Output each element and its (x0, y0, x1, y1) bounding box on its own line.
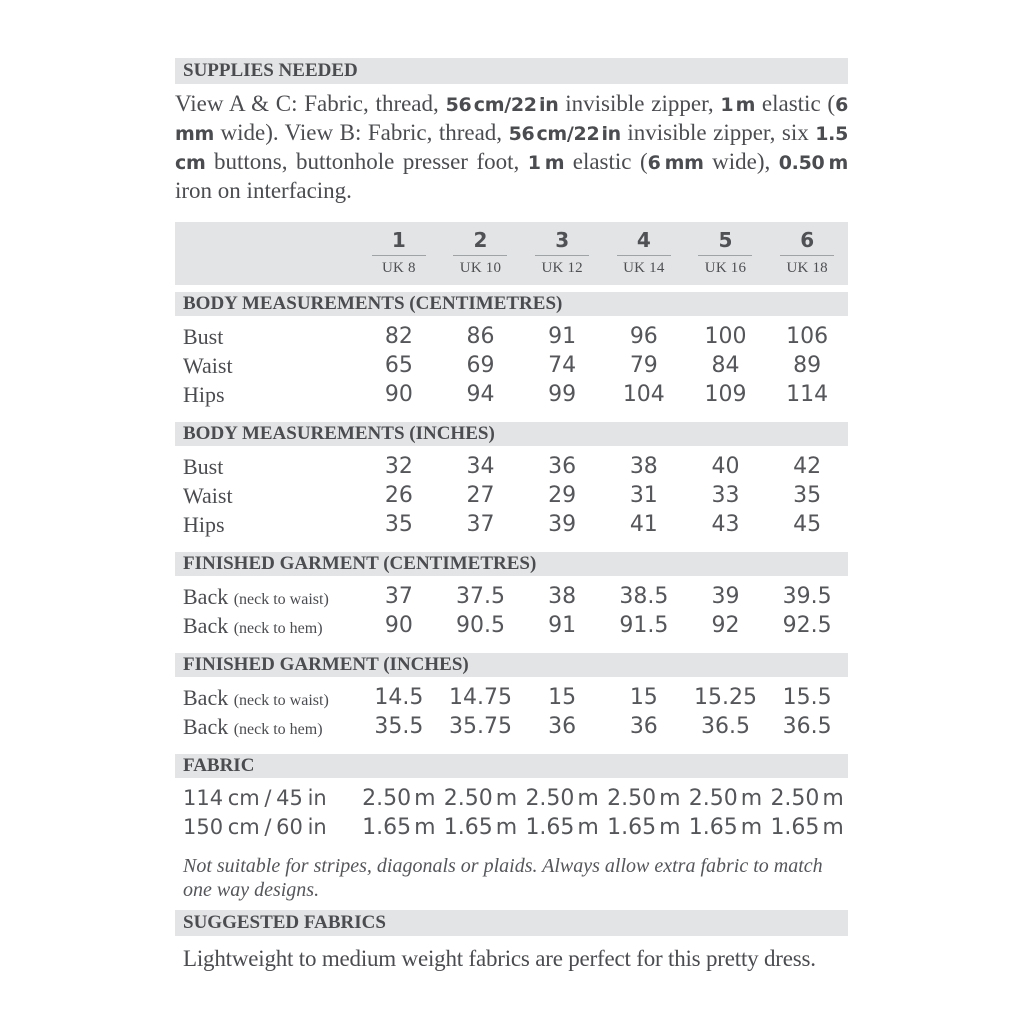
table-cell-value: 1.65 m (607, 815, 681, 840)
size-column-header (685, 229, 767, 277)
table-cell-value: 36 (629, 714, 658, 739)
table-cell-value: 14.5 (374, 685, 424, 710)
row-label (175, 784, 358, 813)
table-cell-value: 96 (629, 324, 658, 349)
uk-size-label: UK 10 (459, 260, 502, 276)
table-row (175, 452, 848, 481)
table-cell-value: 29 (548, 483, 577, 508)
size-number: 6 (800, 228, 815, 252)
table-cell-value: 36 (548, 714, 577, 739)
suggested-fabrics-text: Lightweight to medium weight fabrics are perfect for this pretty dress. (183, 946, 816, 971)
row-label (175, 683, 358, 715)
row-label (175, 712, 358, 744)
section-header: BODY MEASUREMENTS (CENTIMETRES) (175, 292, 848, 316)
table-cell-value: 1.65 m (688, 815, 763, 840)
row-label-text: 114 cm / 45 in (183, 786, 327, 810)
size-column-header (440, 229, 522, 277)
page-content (175, 58, 848, 974)
size-divider-rule (535, 255, 589, 256)
table-cell-value: 79 (629, 353, 658, 378)
section-header: FINISHED GARMENT (CENTIMETRES) (175, 552, 848, 576)
table-cell-value: 14.75 (449, 685, 512, 710)
section-rows (175, 322, 848, 409)
size-number: 2 (473, 228, 488, 252)
uk-size-label: UK 8 (381, 260, 416, 276)
row-label-text: Waist (183, 353, 233, 378)
table-cell-value: 37 (384, 584, 413, 609)
row-sublabel-text: (neck to waist) (233, 591, 329, 608)
table-cell-value: 36.5 (782, 714, 832, 739)
row-label-text: Back (183, 584, 229, 609)
section-header: BODY MEASUREMENTS (INCHES) (175, 422, 848, 446)
size-divider-rule (617, 255, 671, 256)
supplies-text-segment: invisible zipper, six (620, 120, 816, 145)
size-number: 3 (555, 228, 570, 252)
table-cell-value: 36.5 (701, 714, 750, 739)
table-cell-value: 15 (548, 685, 577, 710)
table-cell-value: 91.5 (619, 613, 669, 638)
row-label-text: Waist (183, 483, 233, 508)
table-cell-value: 91 (548, 324, 577, 349)
size-number: 1 (391, 228, 406, 252)
uk-size-label: UK 12 (541, 260, 583, 276)
table-cell-value: 90.5 (456, 613, 505, 638)
size-column-header (603, 229, 685, 277)
row-label (175, 452, 358, 481)
table-row (175, 380, 848, 409)
row-label-text: Bust (183, 454, 224, 479)
suggested-fabrics-header: SUGGESTED FABRICS (175, 910, 848, 936)
table-cell-value: 27 (466, 483, 495, 508)
supplies-text-segment: View A & C: Fabric, thread, (175, 91, 446, 116)
table-cell-value: 92 (711, 613, 740, 638)
size-divider-rule (453, 255, 507, 256)
table-cell-value: 35 (384, 512, 413, 537)
table-cell-value: 32 (384, 454, 413, 479)
supplies-text-segment: 6 mm (647, 152, 704, 174)
table-cell-value: 35.5 (374, 714, 424, 739)
table-cell-value: 37.5 (456, 584, 505, 609)
row-label-text: Hips (183, 382, 225, 407)
row-label (175, 611, 358, 643)
table-cell-value: 94 (466, 382, 495, 407)
table-cell-value: 2.50 m (443, 786, 518, 811)
supplies-text-segment: 1 m (527, 152, 565, 174)
row-label (175, 380, 358, 409)
row-label-text: Back (183, 685, 229, 710)
table-cell-value: 89 (793, 353, 822, 378)
table-cell-value: 104 (622, 382, 665, 407)
row-label-text: Back (183, 714, 229, 739)
uk-size-label: UK 14 (623, 260, 665, 276)
table-cell-value: 92.5 (782, 613, 832, 638)
row-label-text: Bust (183, 324, 224, 349)
size-table (175, 292, 848, 842)
table-cell-value: 42 (793, 454, 822, 479)
row-sublabel-text: (neck to hem) (233, 721, 323, 738)
row-label-text: Hips (183, 512, 225, 537)
table-cell-value: 99 (548, 382, 577, 407)
row-label (175, 351, 358, 380)
table-cell-value: 100 (704, 324, 747, 349)
supplies-text-segment: invisible zipper, (558, 91, 721, 116)
size-divider-rule (780, 255, 834, 256)
table-row (175, 683, 848, 712)
table-cell-value: 109 (704, 382, 747, 407)
table-cell-value: 39.5 (782, 584, 832, 609)
size-divider-rule (698, 255, 752, 256)
supplies-text-segment: 56 cm/22 in (508, 123, 621, 145)
supplies-text-segment: elastic ( (564, 149, 648, 174)
size-column-header (358, 229, 440, 277)
table-cell-value: 114 (786, 382, 829, 407)
table-cell-value: 35 (793, 483, 822, 508)
table-cell-value: 15.25 (694, 685, 757, 710)
table-row (175, 510, 848, 539)
size-header-row (175, 222, 848, 285)
section-rows (175, 784, 848, 842)
fabric-note: Not suitable for stripes, diagonals or plaids. Always allow extra fabric to match one way designs. (183, 855, 823, 901)
table-cell-value: 1.65 m (770, 815, 844, 840)
table-cell-value: 82 (384, 324, 413, 349)
supplies-text-segment: 1 m (720, 94, 756, 116)
size-number: 5 (718, 228, 733, 252)
uk-size-label: UK 18 (786, 260, 828, 276)
table-cell-value: 26 (384, 483, 413, 508)
supplies-text-segment: 56 cm/22 in (445, 94, 559, 116)
section-rows (175, 582, 848, 640)
size-column-header (521, 229, 603, 277)
table-cell-value: 2.50 m (525, 786, 599, 811)
table-cell-value: 65 (384, 353, 413, 378)
size-header-spacer (175, 229, 358, 277)
row-label (175, 582, 358, 614)
table-cell-value: 39 (548, 512, 577, 537)
table-cell-value: 33 (711, 483, 740, 508)
table-row (175, 611, 848, 640)
table-cell-value: 31 (629, 483, 658, 508)
supplies-text-segment: buttons, buttonhole presser foot, (205, 149, 528, 174)
table-cell-value: 37 (466, 512, 495, 537)
section-rows (175, 683, 848, 741)
table-cell-value: 35.75 (449, 714, 512, 739)
table-cell-value: 91 (548, 613, 577, 638)
row-sublabel-text: (neck to waist) (233, 692, 329, 709)
table-cell-value: 39 (711, 584, 740, 609)
table-cell-value: 90 (384, 382, 413, 407)
row-label (175, 813, 358, 842)
table-cell-value: 74 (548, 353, 577, 378)
table-row (175, 322, 848, 351)
row-sublabel-text: (neck to hem) (233, 620, 323, 637)
table-cell-value: 2.50 m (770, 786, 844, 811)
table-cell-value: 15.5 (782, 685, 832, 710)
supplies-text-segment: wide). View B: Fabric, thread, (214, 120, 509, 145)
supplies-text-segment: 0.50 m (778, 152, 849, 174)
size-number: 4 (636, 228, 651, 252)
table-cell-value: 40 (711, 454, 740, 479)
table-cell-value: 36 (548, 454, 577, 479)
table-row (175, 784, 848, 813)
supplies-text-segment: 1.5 cm (175, 123, 848, 174)
table-cell-value: 69 (466, 353, 495, 378)
supplies-text-segment: elastic ( (755, 91, 836, 116)
table-row (175, 712, 848, 741)
section-rows (175, 452, 848, 539)
table-cell-value: 41 (629, 512, 658, 537)
supplies-text-segment: 6 mm (175, 94, 849, 145)
table-cell-value: 1.65 m (525, 815, 599, 840)
size-column-header (766, 229, 848, 277)
table-cell-value: 2.50 m (688, 786, 763, 811)
row-label-text: 150 cm / 60 in (183, 815, 327, 839)
table-cell-value: 38.5 (619, 584, 669, 609)
table-cell-value: 86 (466, 324, 495, 349)
table-cell-value: 2.50 m (362, 786, 436, 811)
row-label (175, 510, 358, 539)
table-row (175, 481, 848, 510)
size-divider-rule (372, 255, 426, 256)
table-row (175, 813, 848, 842)
section-header: FINISHED GARMENT (INCHES) (175, 653, 848, 677)
table-cell-value: 1.65 m (443, 815, 518, 840)
table-row (175, 582, 848, 611)
supplies-paragraph (175, 90, 848, 205)
supplies-text-segment: iron on interfacing. (175, 178, 352, 203)
uk-size-label: UK 16 (704, 260, 747, 276)
supplies-header: SUPPLIES NEEDED (175, 58, 848, 84)
table-cell-value: 34 (466, 454, 495, 479)
table-cell-value: 43 (711, 512, 740, 537)
table-cell-value: 38 (629, 454, 658, 479)
table-row (175, 351, 848, 380)
table-cell-value: 84 (711, 353, 740, 378)
table-cell-value: 45 (793, 512, 822, 537)
row-label (175, 322, 358, 351)
table-cell-value: 15 (629, 685, 658, 710)
table-cell-value: 2.50 m (607, 786, 681, 811)
row-label-text: Back (183, 613, 229, 638)
table-cell-value: 106 (786, 324, 829, 349)
section-header: FABRIC (175, 754, 848, 778)
table-cell-value: 90 (384, 613, 413, 638)
row-label (175, 481, 358, 510)
table-cell-value: 1.65 m (362, 815, 436, 840)
table-cell-value: 38 (548, 584, 577, 609)
supplies-text-segment: wide), (703, 149, 779, 174)
